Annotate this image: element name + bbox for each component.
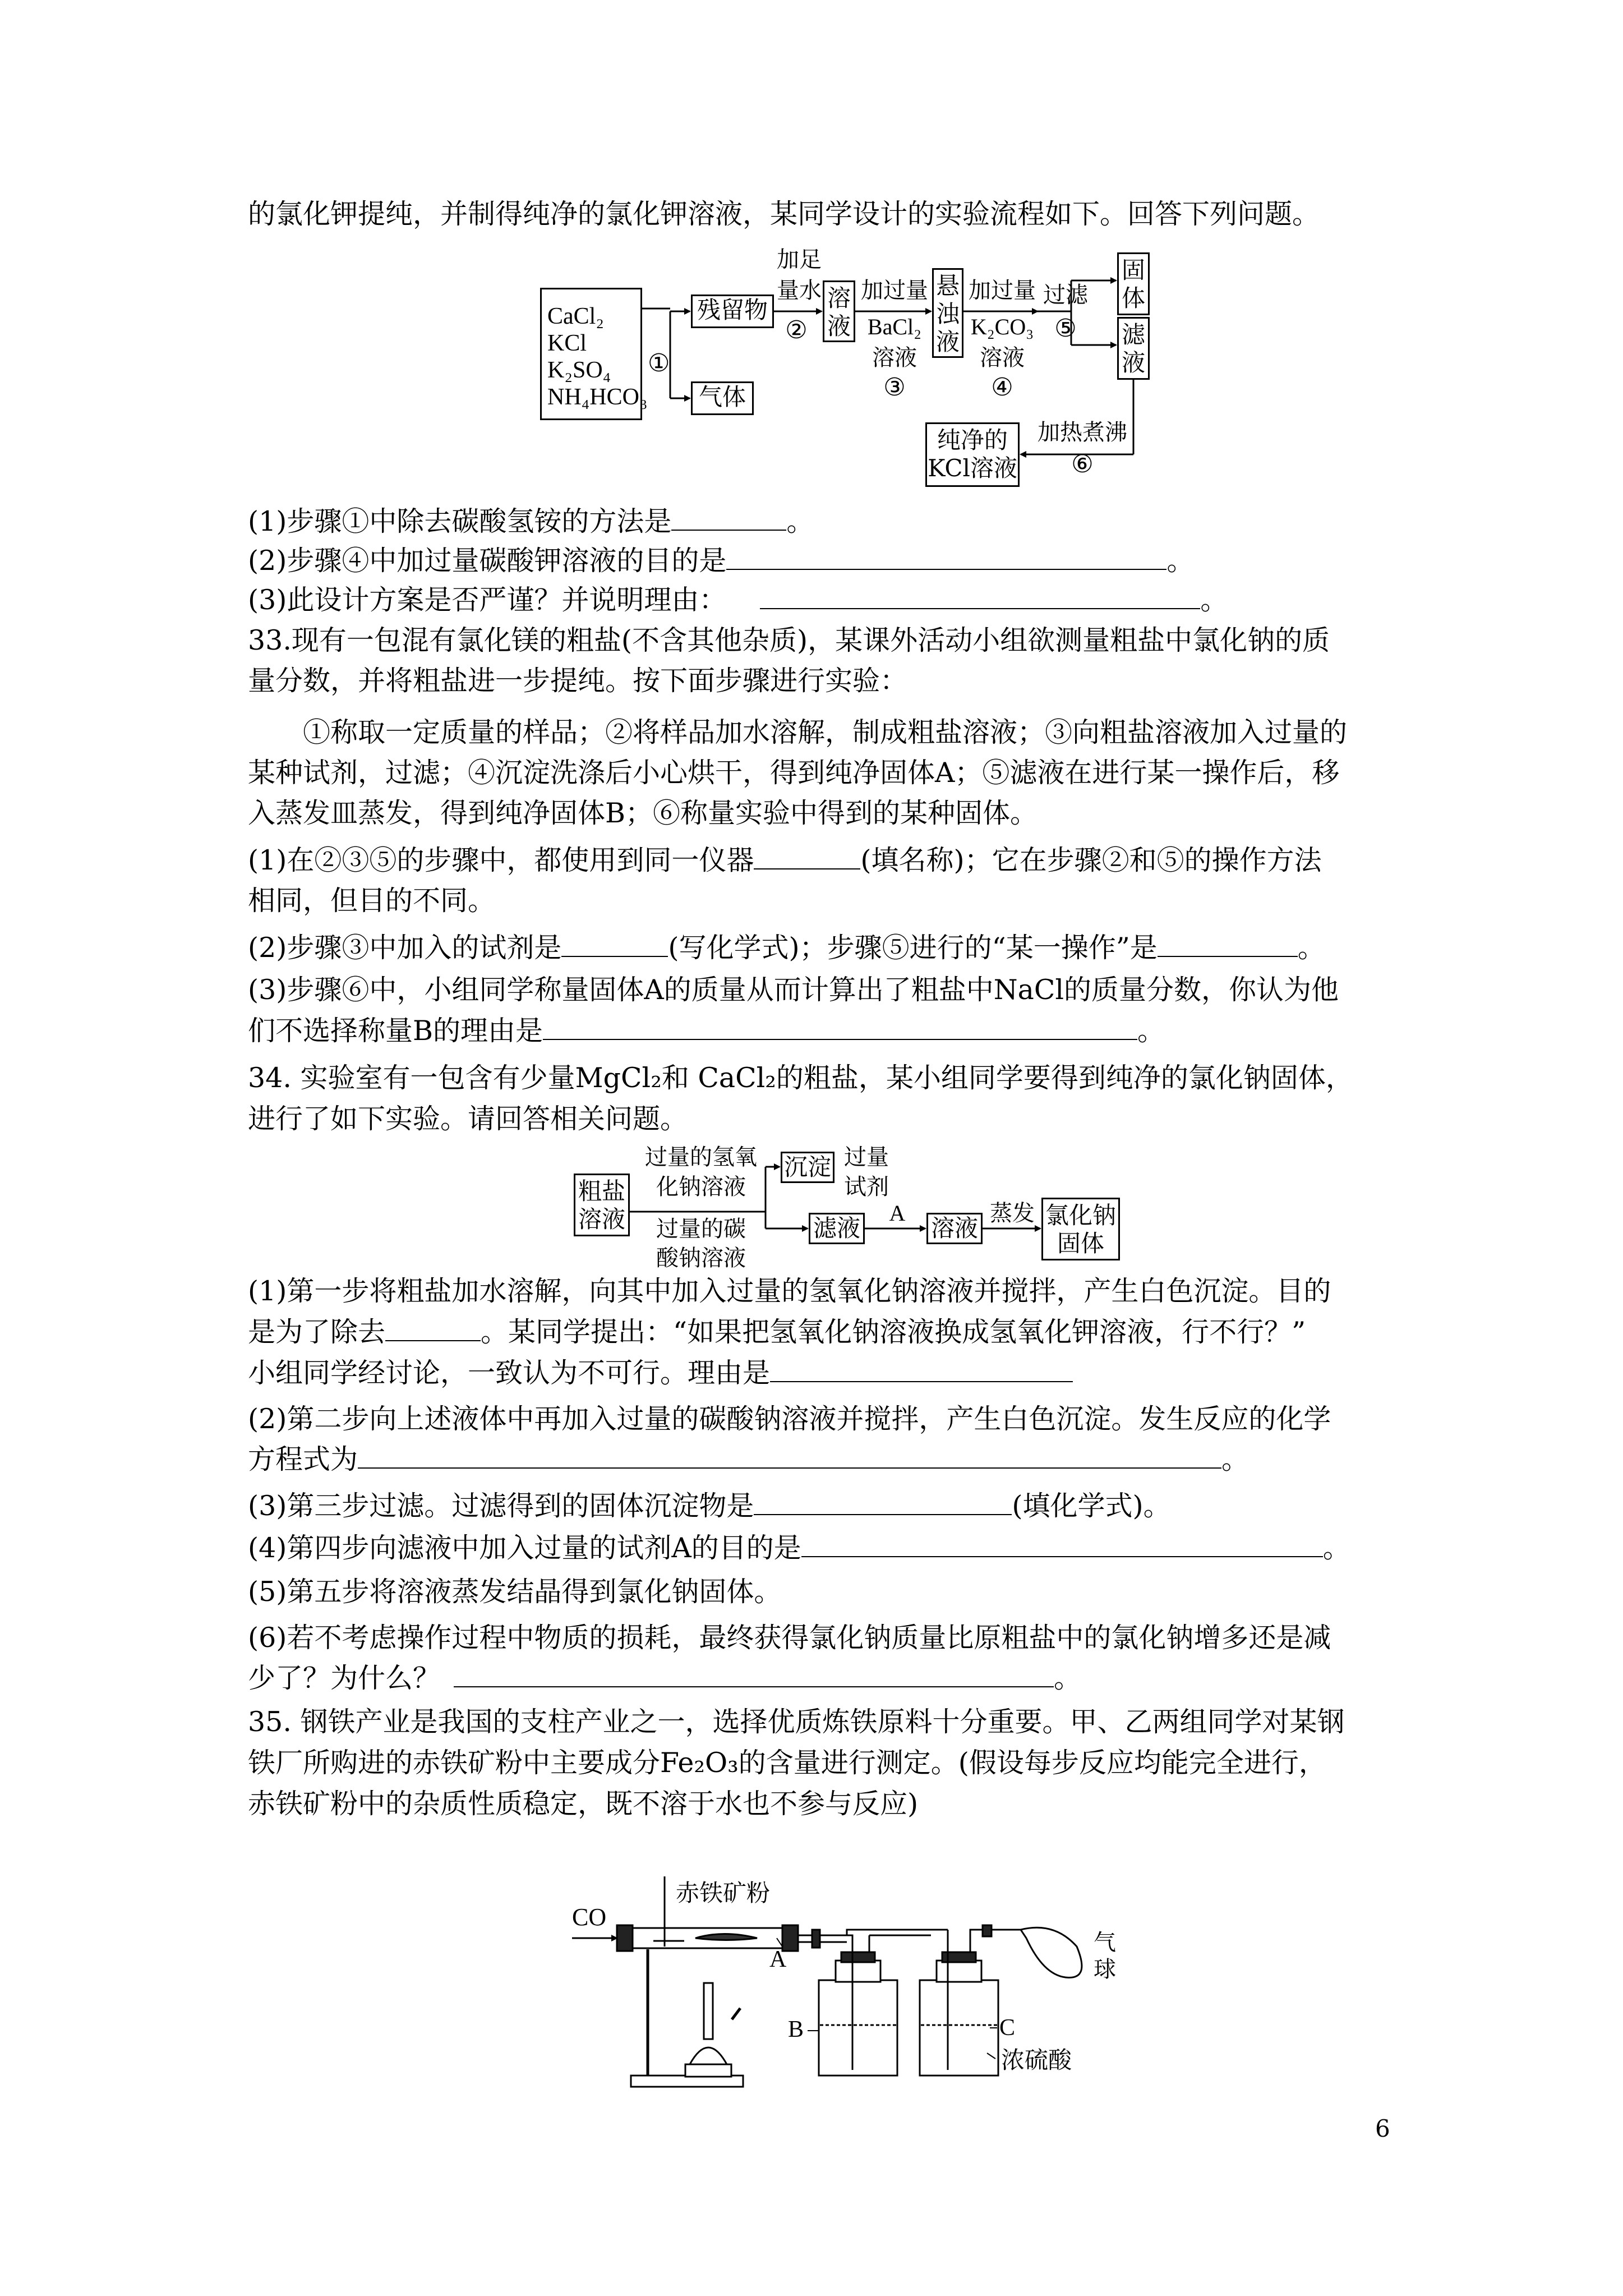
residue-box: 残留物 <box>691 295 774 328</box>
q33-line-5: 入蒸发皿蒸发，得到纯净固体B；⑥称量实验中得到的某种固体。 <box>248 797 1038 829</box>
add-bacl2-label-2: BaCl₂ <box>867 314 922 339</box>
end-mark: 。 <box>1054 1662 1082 1694</box>
q33-part-2-text-b: (写化学式)；步骤⑤进行的“某一操作”是 <box>668 932 1158 964</box>
step-6-label: ⑥ <box>1071 450 1094 478</box>
step-1-label: ① <box>648 349 670 378</box>
q34-part-1-text: 是为了除去 <box>248 1316 386 1348</box>
q32-part-3-text: (3)此设计方案是否严谨？并说明理由： <box>248 584 727 616</box>
label-b: B <box>788 2017 804 2042</box>
q35-line-1: 35. 钢铁产业是我国的支柱产业之一，选择优质炼铁原料十分重要。甲、乙两组同学对某钢 <box>248 1706 1345 1738</box>
add-k2co3-label-3: 溶液 <box>980 345 1025 371</box>
q33-part-1-cont: 相同，但目的不同。 <box>248 885 496 917</box>
na2co3-label-1: 过量的碳 <box>656 1216 746 1242</box>
gas-box: 气体 <box>691 381 754 415</box>
solid-text: 固体 <box>1121 256 1145 312</box>
q34-part-2-text: 方程式为 <box>248 1443 358 1475</box>
q34-part-3-text-b: (填化学式)。 <box>1012 1490 1171 1522</box>
end-mark: 。 <box>1200 584 1228 616</box>
q35-line-3: 赤铁矿粉中的杂质性质稳定，既不溶于水也不参与反应) <box>248 1788 919 1820</box>
balloon-label-1: 气 <box>1094 1930 1116 1955</box>
q33-part-1-text: (1)在②③⑤的步骤中，都使用到同一仪器 <box>248 844 754 876</box>
precipitate-box: 沉淀 <box>781 1152 834 1183</box>
q34-part-6: (6)若不考虑操作过程中物质的损耗，最终获得氯化钠质量比原粗盐中的氯化钠增多还是减 <box>248 1622 1331 1654</box>
q34-part-1-text-c: 小组同学经讨论，一致认为不可行。理由是 <box>248 1357 771 1389</box>
q33-part-3: (3)步骤⑥中，小组同学称量固体A的质量从而计算出了粗盐中NaCl的质量分数，你认为他 <box>248 974 1339 1006</box>
pure-kcl-text-2: KCl溶液 <box>928 454 1017 482</box>
evaporate-label: 蒸发 <box>990 1200 1035 1226</box>
crude-salt-text-1: 粗盐 <box>578 1177 625 1205</box>
q34-part-6-text: 少了？为什么？ <box>248 1662 441 1694</box>
q33-line-2: 量分数，并将粗盐进一步提纯。按下面步骤进行实验： <box>248 665 908 697</box>
q34-line-2: 进行了如下实验。请回答相关问题。 <box>248 1103 688 1135</box>
q33-line-1: 33.现有一包混有氯化镁的粗盐(不含其他杂质)，某课外活动小组欲测量粗盐中氯化钠的质 <box>248 624 1330 656</box>
q33-part-2-text: (2)步骤③中加入的试剂是 <box>248 932 562 964</box>
add-bacl2-label-3: 溶液 <box>872 345 917 371</box>
nacl-solid-text-1: 氯化钠 <box>1045 1202 1116 1229</box>
q33-part-1-text-b: (填名称)；它在步骤②和⑤的操作方法 <box>860 844 1322 876</box>
q32-part-2-text: (2)步骤④中加过量碳酸钾溶液的目的是 <box>248 545 727 577</box>
solution-text: 溶液 <box>827 284 851 340</box>
co-label: CO <box>572 1903 607 1931</box>
q34-part-5: (5)第五步将溶液蒸发结晶得到氯化钠固体。 <box>248 1576 782 1608</box>
mixture-item: KCl <box>547 330 587 356</box>
end-mark: 。 <box>786 505 814 537</box>
q34-part-1-text-b: 。某同学提出：“如果把氢氧化钠溶液换成氢氧化钾溶液，行不行？” <box>481 1316 1306 1348</box>
add-bacl2-label-1: 加过量 <box>861 278 928 303</box>
reagent-label-2: 试剂 <box>844 1174 889 1200</box>
end-mark: 。 <box>1137 1015 1165 1047</box>
q33-part-3-text: 们不选择称量B的理由是 <box>248 1015 543 1047</box>
q33-line-3: ①称取一定质量的样品；②将样品加水溶解，制成粗盐溶液；③向粗盐溶液加入过量的 <box>303 716 1348 748</box>
ore-label: 赤铁矿粉 <box>676 1879 771 1907</box>
balloon-label-2: 球 <box>1094 1957 1116 1982</box>
na2co3-label-2: 酸钠溶液 <box>656 1245 746 1271</box>
acid-label: 浓硫酸 <box>1001 2046 1072 2074</box>
add-water-label-2: 量水 <box>777 278 822 303</box>
intro-line: 的氯化钾提纯，并制得纯净的氯化钾溶液，某同学设计的实验流程如下。回答下列问题。 <box>248 198 1320 230</box>
end-mark: 。 <box>1297 932 1325 964</box>
add-k2co3-label-2: K₂CO₃ <box>970 314 1034 339</box>
q32-part-1-text: (1)步骤①中除去碳酸氢铵的方法是 <box>248 505 672 537</box>
page-number: 6 <box>1375 2115 1390 2142</box>
mixture-item: NH₄HCO₃ <box>547 384 648 410</box>
reagent-label-1: 过量 <box>844 1144 889 1170</box>
step-2-label: ② <box>785 316 808 344</box>
q34-part-4-text: (4)第四步向滤液中加入过量的试剂A的目的是 <box>248 1532 801 1564</box>
pure-kcl-text-1: 纯净的 <box>937 426 1008 454</box>
naoh-label-1: 过量的氢氧 <box>645 1144 757 1170</box>
q34-part-1: (1)第一步将粗盐加水溶解，向其中加入过量的氢氧化钠溶液并搅拌，产生白色沉淀。目的 <box>248 1275 1331 1307</box>
solution-box-2: 溶液 <box>926 1213 983 1244</box>
q33-line-4: 某种试剂，过滤；④沉淀洗涤后小心烘干，得到纯净固体A；⑤滤液在进行某一操作后，移 <box>248 757 1340 789</box>
naoh-label-2: 化钠溶液 <box>656 1174 746 1200</box>
add-k2co3-label-1: 加过量 <box>969 278 1036 303</box>
add-water-label-1: 加足 <box>777 247 822 273</box>
suspension-text: 悬浊液 <box>935 272 960 356</box>
filtrate-text: 滤液 <box>1121 321 1145 376</box>
boil-label: 加热煮沸 <box>1038 420 1127 445</box>
end-mark: 。 <box>1166 545 1195 577</box>
reagent-a-label: A <box>889 1200 906 1226</box>
q34-part-3-text: (3)第三步过滤。过滤得到的固体沉淀物是 <box>248 1490 754 1522</box>
label-c: C <box>999 2015 1016 2041</box>
end-mark: 。 <box>1322 1532 1350 1564</box>
filtrate-box-2: 滤液 <box>809 1213 865 1244</box>
label-a: A <box>769 1947 787 1972</box>
filter-label: 过滤 <box>1043 282 1088 308</box>
nacl-solid-text-2: 固体 <box>1057 1230 1104 1257</box>
crude-salt-text-2: 溶液 <box>578 1205 625 1233</box>
step-4-label: ④ <box>991 373 1013 402</box>
end-mark: 。 <box>1221 1443 1249 1475</box>
q35-line-2: 铁厂所购进的赤铁矿粉中主要成分Fe₂O₃的含量进行测定。(假设每步反应均能完全进行， <box>248 1747 1326 1779</box>
q34-part-2: (2)第二步向上述液体中再加入过量的碳酸钠溶液并搅拌，产生白色沉淀。发生反应的化学 <box>248 1403 1331 1435</box>
mixture-item: K₂SO₄ <box>547 357 611 383</box>
step-5-label: ⑤ <box>1054 314 1077 343</box>
mixture-item: CaCl₂ <box>547 303 604 329</box>
q34-line-1: 34. 实验室有一包含有少量MgCl₂和 CaCl₂的粗盐，某小组同学要得到纯净的氯化钠固体， <box>248 1062 1353 1094</box>
step-3-label: ③ <box>883 373 906 402</box>
